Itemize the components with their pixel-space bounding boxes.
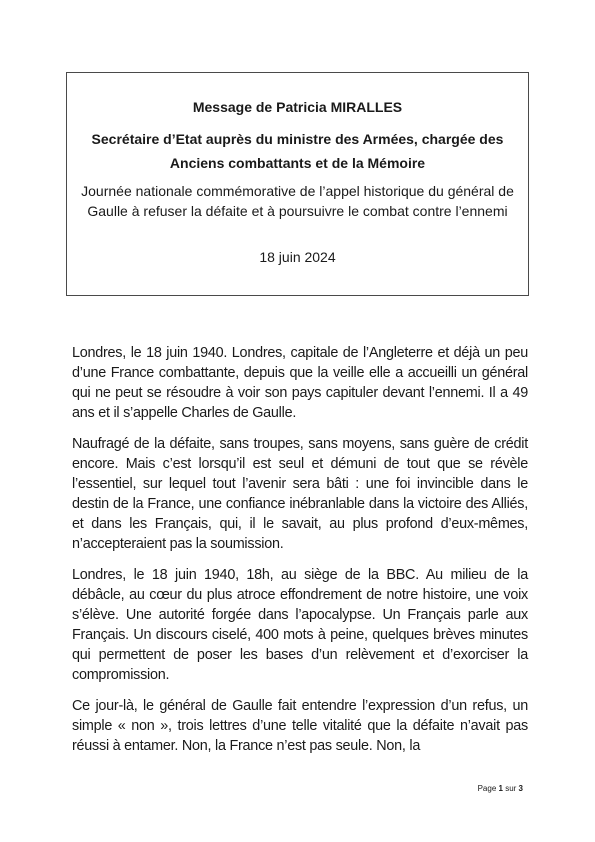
author-role: Secrétaire d’Etat auprès du ministre des Armées, chargée des Anciens combattants et de la Mémoire — [91, 131, 504, 171]
message-date: 18 juin 2024 — [259, 249, 336, 265]
page-number — [478, 784, 523, 794]
header-box — [66, 72, 529, 296]
body-text — [72, 343, 528, 767]
message-title: Message de Patricia MIRALLES — [192, 99, 403, 115]
paragraph: Londres, le 18 juin 1940. Londres, capitale de l’Angleterre et déjà un peu d’une France combattante, depuis que la veille elle a accueilli un général qui ne peut se résoudre à voir son pays capituler devant l’ennemi. Il a 49 ans et il s’appelle Charles de Gaulle. — [72, 345, 528, 421]
page-label: Page — [477, 784, 497, 793]
paragraph: Ce jour-là, le général de Gaulle fait entendre l’expression d’un refus, un simple « non », trois lettres d’une telle vitalité que la défaite n’avait pas réussi à entamer. Non, la France n’est pas seule. Non, la — [72, 698, 528, 754]
occasion-description: Journée nationale commémorative de l’appel historique du général de Gaulle à refuser la défaite et à poursuivre le combat contre l’ennemi — [81, 183, 514, 219]
page-current: 1 — [498, 784, 503, 793]
paragraph: Londres, le 18 juin 1940, 18h, au siège de la BBC. Au milieu de la débâcle, au cœur du plus atroce effondrement de notre histoire, une voix s’élève. Une autorité forgée dans l’apocalypse. Un Français parle aux Français. Un discours ciselé, 400 mots à peine, quelques brèves minutes qui permettent de poser les bases d’un relèvement et d’exorciser la compromission. — [72, 567, 528, 683]
page-of-label: sur — [505, 784, 517, 793]
page-total: 3 — [518, 784, 523, 793]
paragraph: Naufragé de la défaite, sans troupes, sans moyens, sans guère de crédit encore. Mais c’est lorsqu’il est seul et démuni de tout que se révèle l’essentiel, sur lequel tout l’avenir sera bâti : une foi invincible dans le destin de la France, une confiance inébranlable dans la victoire des Alliés, et dans les Français, qui, il le savait, au plus profond d’eux-mêmes, n’accepteraient pas la soumission. — [72, 436, 528, 552]
